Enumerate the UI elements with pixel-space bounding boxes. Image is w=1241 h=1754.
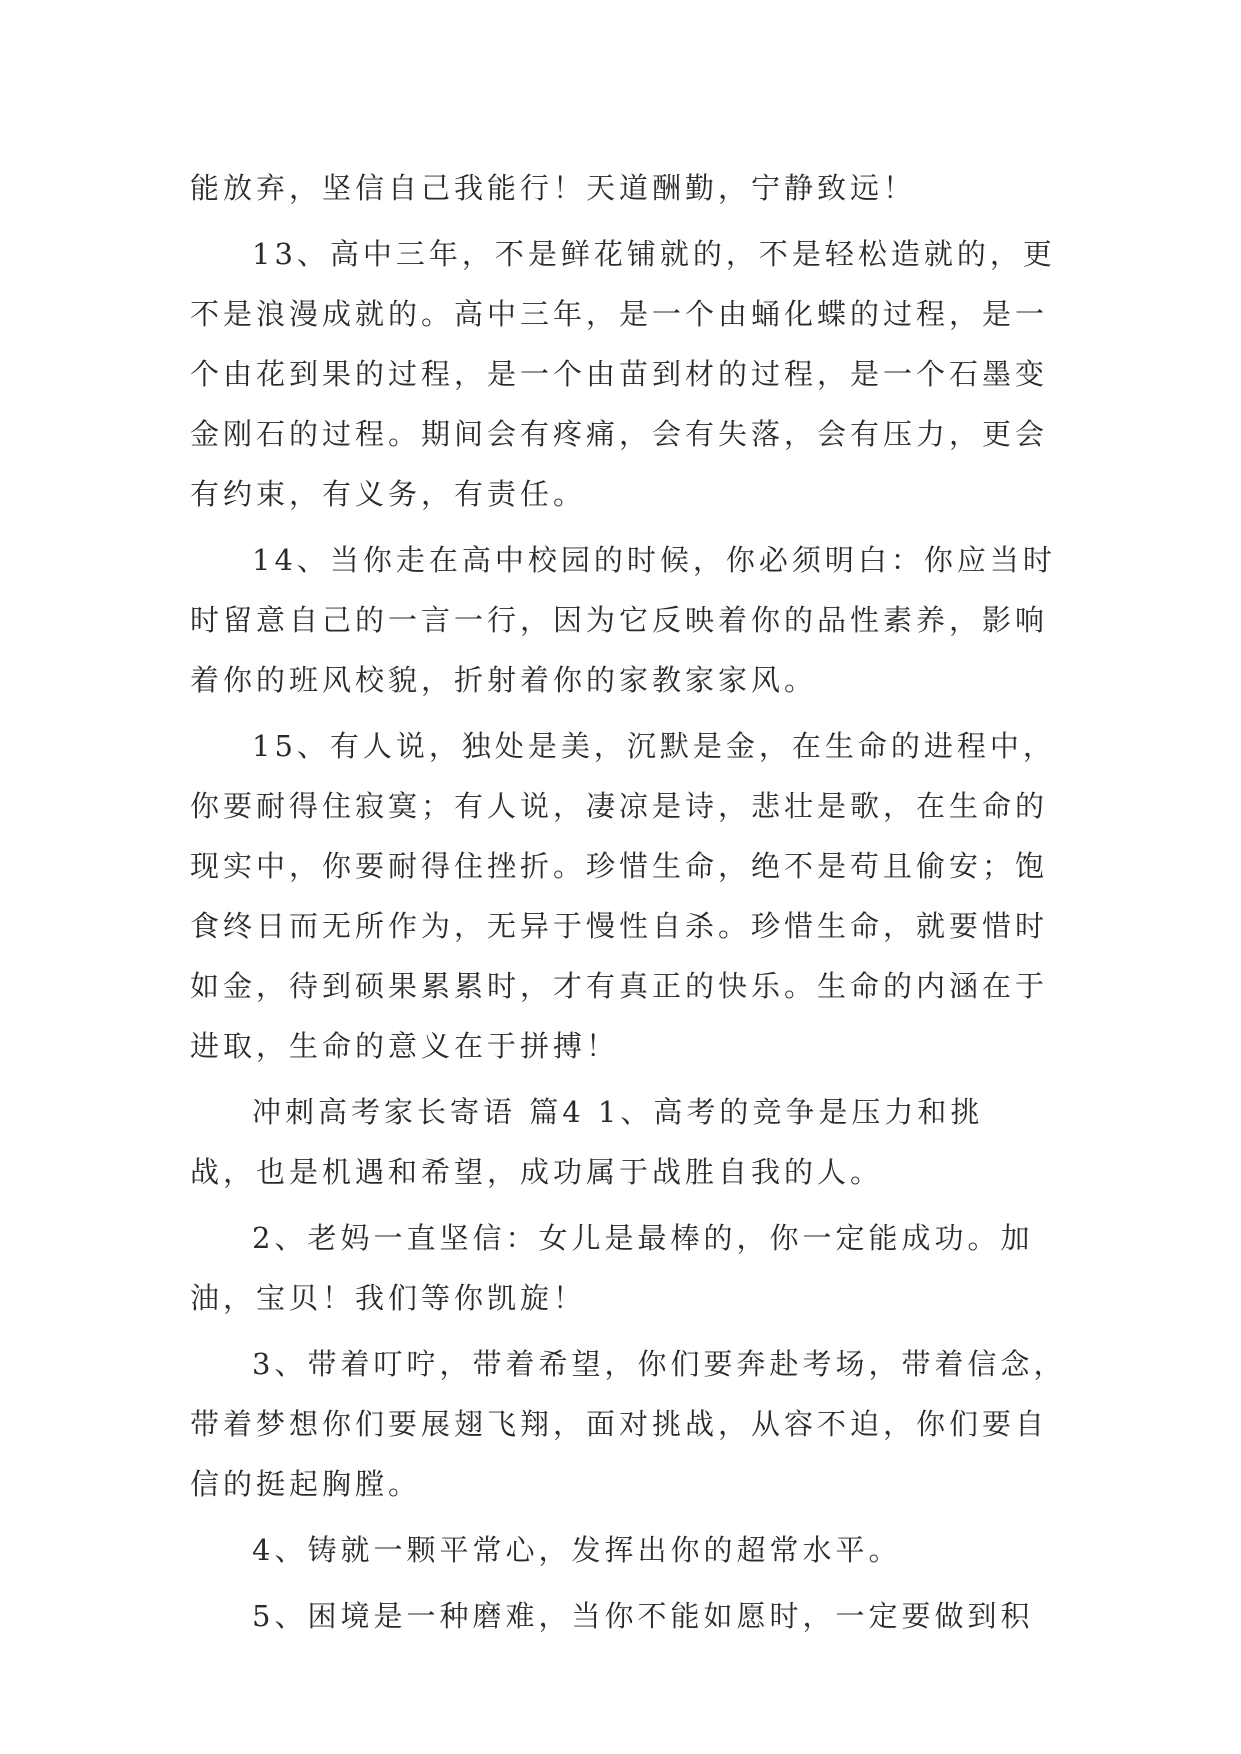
text-line: 战，也是机遇和希望，成功属于战胜自我的人。 xyxy=(190,1155,884,1189)
paragraph-14 xyxy=(190,530,1056,710)
paragraph-1 xyxy=(190,158,1052,218)
text-line: 时留意自己的一言一行，因为它反映着你的品性素养，影响 xyxy=(190,603,1049,637)
text-line: 金刚石的过程。期间会有疼痛，会有失落，会有压力，更会 xyxy=(190,417,1049,451)
text-line: 14、当你走在高中校园的时候，你必须明白：你应当时 xyxy=(252,543,1056,577)
paragraph-3 xyxy=(190,1334,1067,1514)
text-line: 能放弃，坚信自己我能行！天道酬勤，宁静致远！ xyxy=(190,171,917,205)
paragraph-2 xyxy=(190,1208,1052,1328)
text-line: 有约束，有义务，有责任。 xyxy=(190,477,587,511)
text-line: 4、铸就一颗平常心，发挥出你的超常水平。 xyxy=(252,1533,902,1567)
document-body xyxy=(190,158,1067,1652)
text-line: 如金，待到硕果累累时，才有真正的快乐。生命的内涵在于 xyxy=(190,969,1049,1003)
paragraph-4 xyxy=(190,1520,1052,1580)
paragraph-13 xyxy=(190,224,1056,524)
text-line: 现实中，你要耐得住挫折。珍惜生命，绝不是苟且偷安；饱 xyxy=(190,849,1049,883)
text-line: 进取，生命的意义在于拼搏！ xyxy=(190,1029,620,1063)
text-line: 着你的班风校貌，折射着你的家教家家风。 xyxy=(190,663,818,697)
text-line: 2、老妈一直坚信：女儿是最棒的，你一定能成功。加 xyxy=(252,1221,1034,1255)
paragraph-section-4 xyxy=(190,1082,1052,1202)
paragraph-15 xyxy=(190,716,1056,1076)
text-line: 个由花到果的过程，是一个由苗到材的过程，是一个石墨变 xyxy=(190,357,1049,391)
text-line: 15、有人说，独处是美，沉默是金，在生命的进程中， xyxy=(252,729,1056,763)
text-line: 带着梦想你们要展翅飞翔，面对挑战，从容不迫，你们要自 xyxy=(190,1407,1049,1441)
text-line: 冲刺高考家长寄语 篇4 1、高考的竞争是压力和挑 xyxy=(252,1095,984,1129)
text-line: 油，宝贝！我们等你凯旋！ xyxy=(190,1281,587,1315)
text-line: 你要耐得住寂寞；有人说，凄凉是诗，悲壮是歌，在生命的 xyxy=(190,789,1049,823)
text-line: 信的挺起胸膛。 xyxy=(190,1467,422,1501)
text-line: 3、带着叮咛，带着希望，你们要奔赴考场，带着信念， xyxy=(252,1347,1067,1381)
text-line: 13、高中三年，不是鲜花铺就的，不是轻松造就的，更 xyxy=(252,237,1056,271)
paragraph-5 xyxy=(190,1586,1052,1646)
text-line: 食终日而无所作为，无异于慢性自杀。珍惜生命，就要惜时 xyxy=(190,909,1049,943)
text-line: 5、困境是一种磨难，当你不能如愿时，一定要做到积 xyxy=(252,1599,1034,1633)
text-line: 不是浪漫成就的。高中三年，是一个由蛹化蝶的过程，是一 xyxy=(190,297,1049,331)
